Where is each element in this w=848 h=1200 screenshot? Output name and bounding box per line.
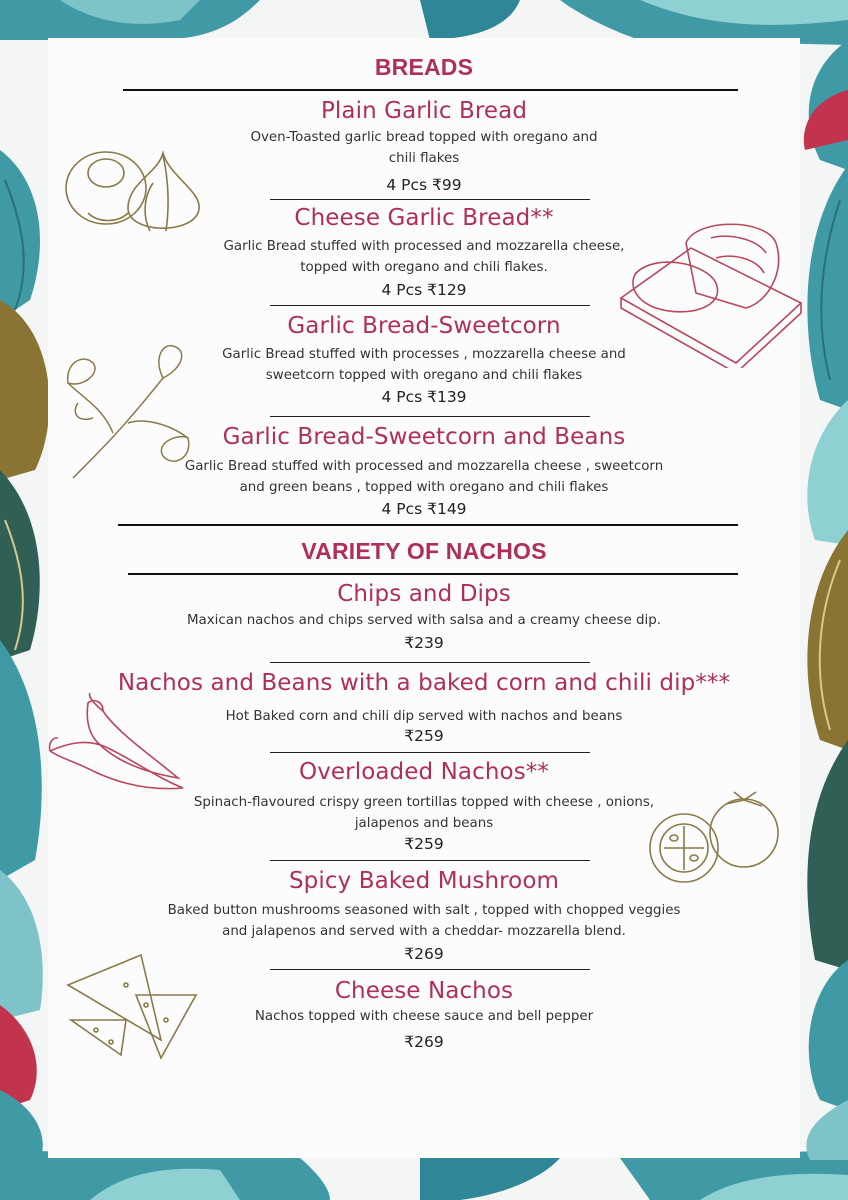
- item-price: 4 Pcs ₹149: [381, 500, 467, 518]
- item-desc: Garlic Bread stuffed with processed and mozzarella cheese , sweetcorn: [184, 459, 664, 474]
- item-name: Spicy Baked Mushroom: [288, 868, 560, 894]
- item-desc: Oven-Toasted garlic bread topped with oregano and: [250, 130, 598, 145]
- item-price: ₹269: [404, 945, 444, 963]
- item-desc: sweetcorn topped with oregano and chili flakes: [265, 368, 583, 383]
- item-desc: Baked button mushrooms seasoned with salt , topped with chopped veggies: [167, 903, 681, 918]
- item-desc: Garlic Bread stuffed with processes , mozzarella cheese and: [222, 347, 626, 362]
- item-desc: Maxican nachos and chips served with salsa and a creamy cheese dip.: [186, 613, 661, 628]
- section-title-nachos: VARIETY OF NACHOS: [301, 538, 547, 564]
- item-price: 4 Pcs ₹99: [386, 176, 462, 194]
- item-desc: and green beans , topped with oregano and chili flakes: [239, 480, 609, 495]
- item-name: Plain Garlic Bread: [320, 98, 528, 124]
- item-name: Cheese Garlic Bread**: [294, 205, 554, 231]
- item-desc: topped with oregano and chili flakes.: [300, 260, 548, 275]
- item-name: Garlic Bread-Sweetcorn: [287, 313, 561, 339]
- item-desc: Nachos topped with cheese sauce and bell pepper: [254, 1009, 594, 1024]
- item-rule: [270, 662, 590, 663]
- item-rule: [270, 752, 590, 753]
- menu-card: [48, 38, 800, 1158]
- item-price: 4 Pcs ₹129: [381, 281, 467, 299]
- item-rule: [270, 416, 590, 417]
- item-rule: [270, 969, 590, 970]
- item-desc: Garlic Bread stuffed with processed and mozzarella cheese,: [223, 239, 625, 254]
- item-desc: chili flakes: [388, 151, 460, 166]
- section-rule: [128, 573, 738, 575]
- item-name: Chips and Dips: [337, 581, 511, 607]
- item-desc: jalapenos and beans: [354, 816, 494, 831]
- section-title-breads: BREADS: [374, 54, 474, 80]
- item-name: Garlic Bread-Sweetcorn and Beans: [222, 424, 626, 450]
- item-price: ₹269: [404, 1033, 444, 1051]
- item-rule: [270, 199, 590, 200]
- section-rule: [123, 89, 738, 91]
- item-price: ₹259: [404, 835, 444, 853]
- item-name: Overloaded Nachos**: [298, 759, 549, 785]
- item-price: ₹239: [404, 634, 444, 652]
- item-rule: [270, 305, 590, 306]
- item-name: Cheese Nachos: [334, 978, 514, 1004]
- item-price: 4 Pcs ₹139: [381, 388, 467, 406]
- item-rule: [270, 860, 590, 861]
- item-desc: and jalapenos and served with a cheddar- mozzarella blend.: [222, 924, 626, 939]
- item-name: Nachos and Beans with a baked corn and chili dip***: [117, 670, 731, 696]
- item-desc: Spinach-flavoured crispy green tortillas topped with cheese , onions,: [193, 795, 655, 810]
- section-rule: [118, 524, 738, 526]
- item-price: ₹259: [404, 727, 444, 745]
- item-desc: Hot Baked corn and chili dip served with nachos and beans: [225, 709, 623, 724]
